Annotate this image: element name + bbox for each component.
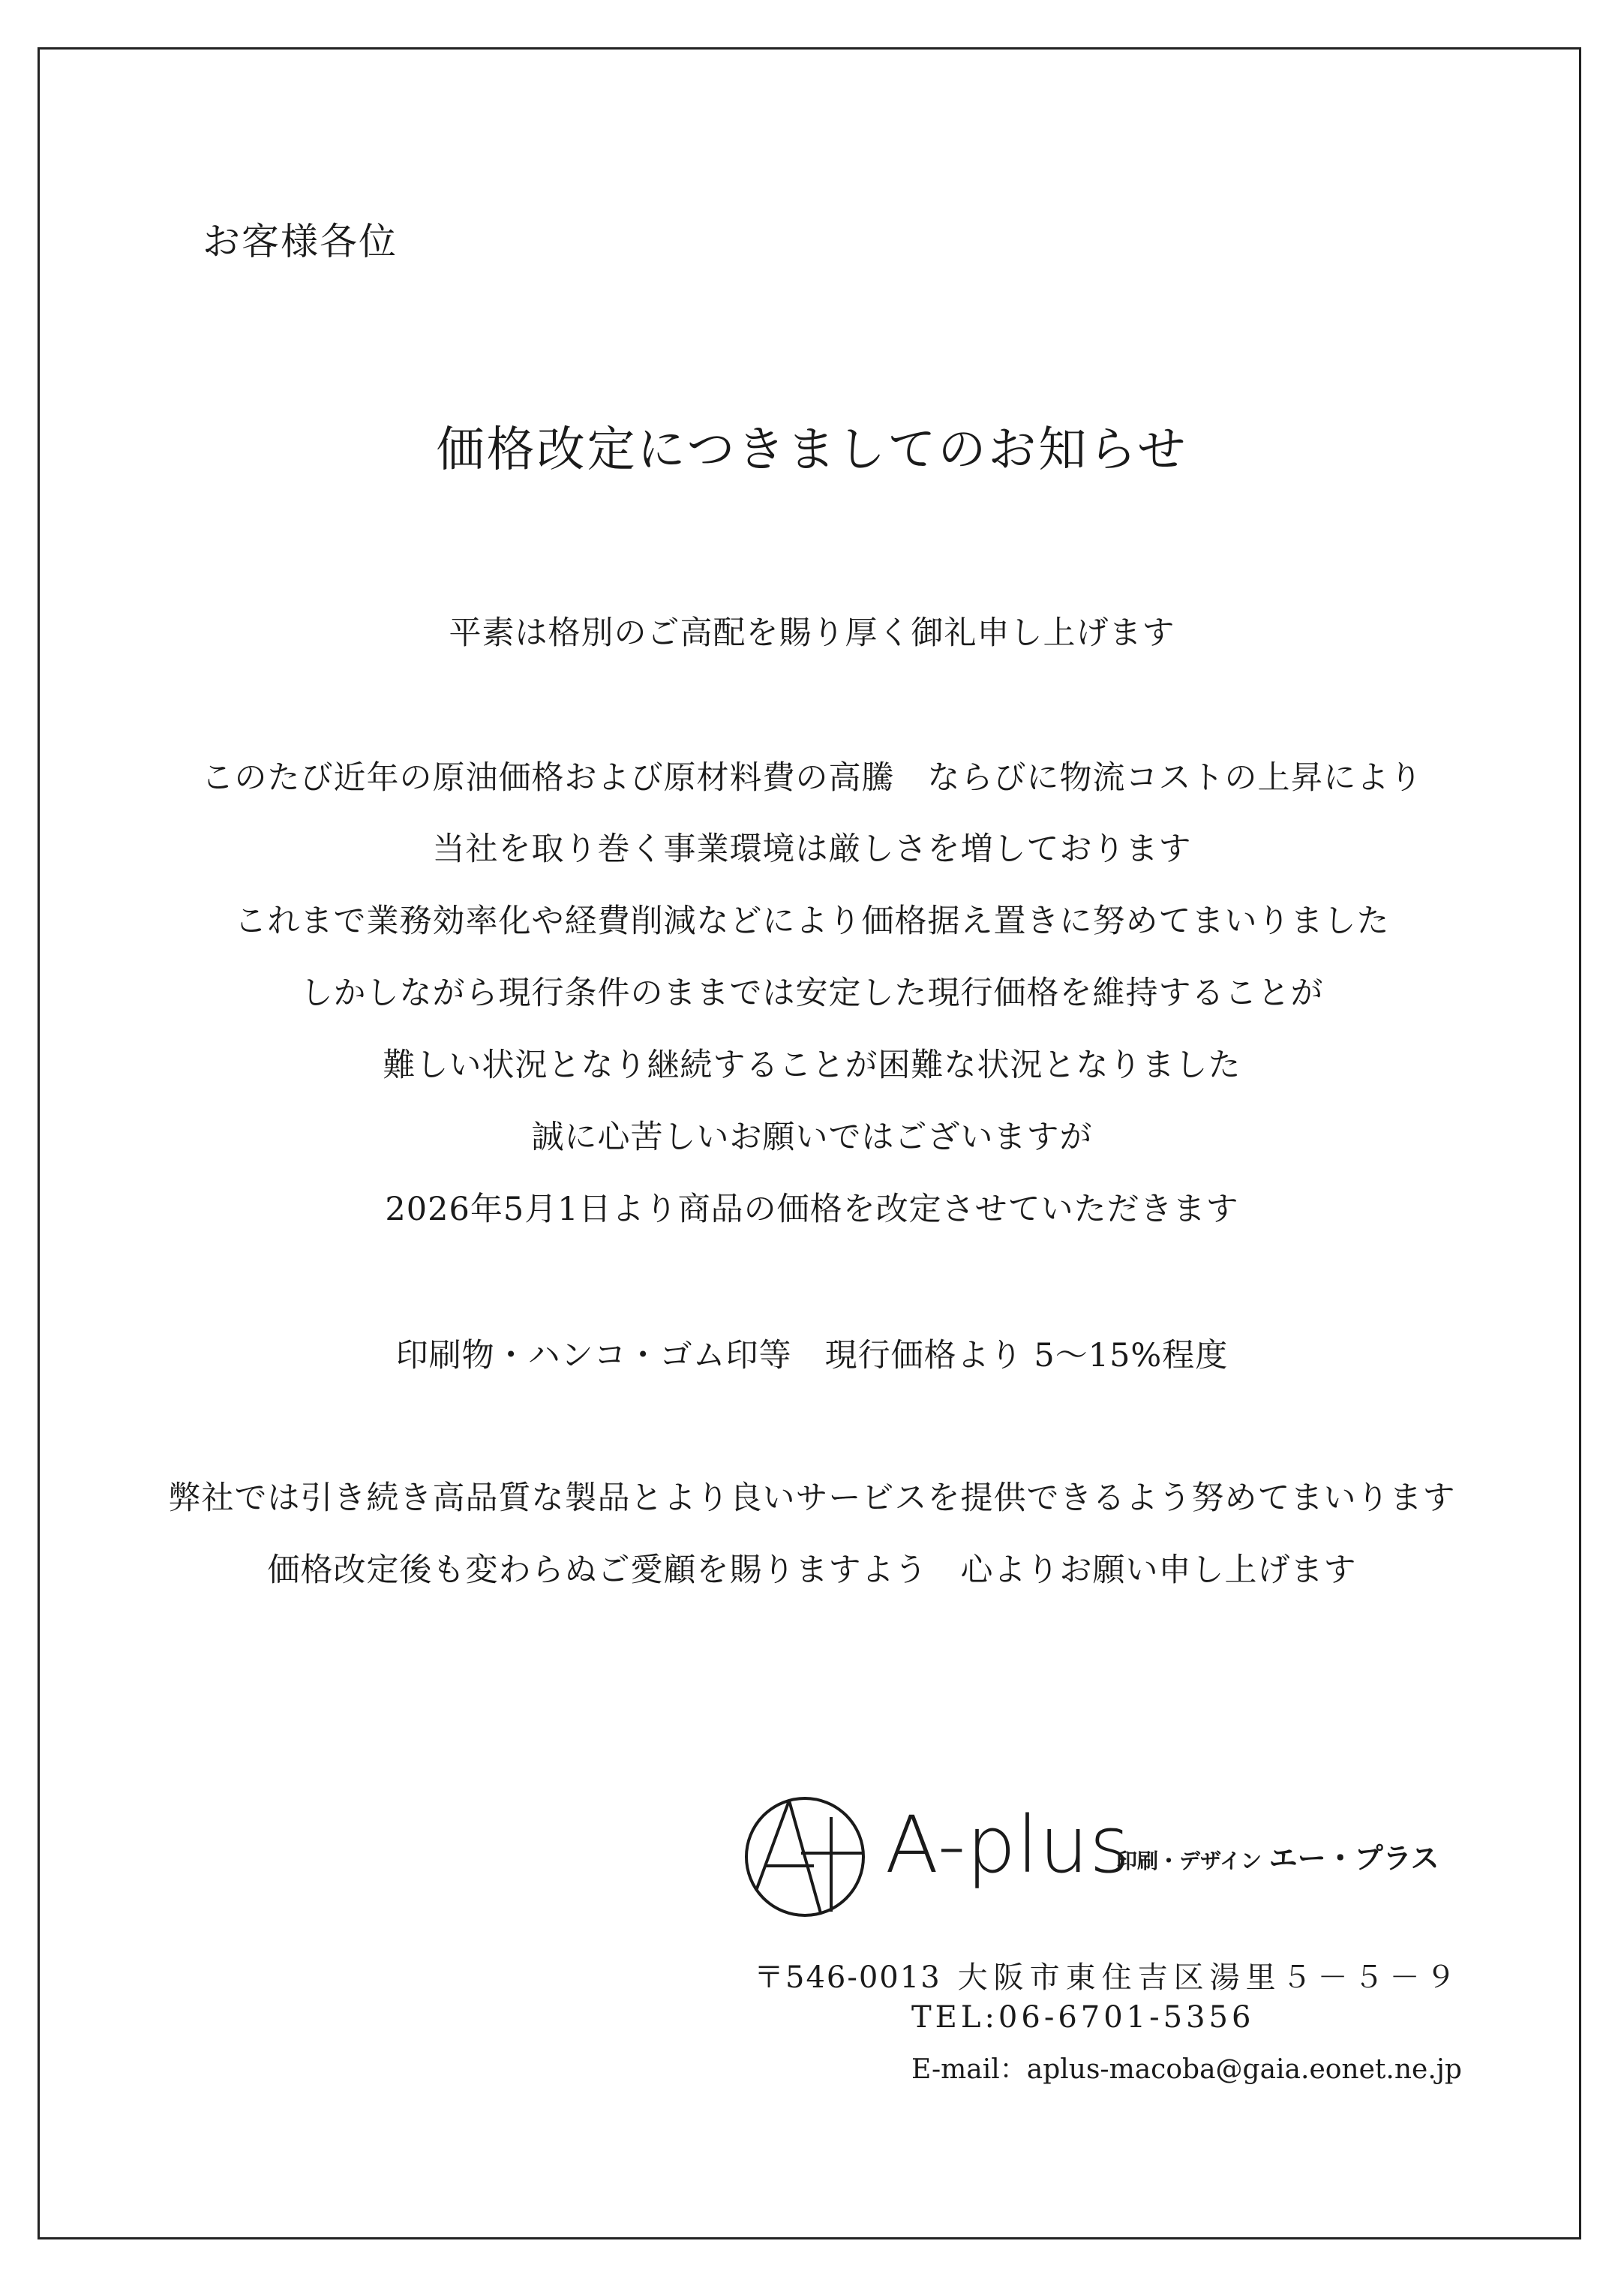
body-line-1: このたび近年の原油価格および原材料費の高騰 ならびに物流コストの上昇により: [201, 759, 1423, 797]
price-note: 印刷物・ハンコ・ゴム印等 現行価格より 5〜15%程度: [395, 1337, 1229, 1374]
body-line-6: 誠に心苦しいお願いではございますが: [531, 1119, 1093, 1156]
body-line-2: 当社を取り巻く事業環境は厳しさを増しております: [432, 831, 1192, 868]
salutation: お客様各位: [203, 220, 398, 263]
body-line-3: これまで業務効率化や経費削減などにより価格据え置きに努めてまいりました: [234, 903, 1390, 940]
body-line-7: 2026年5月1日より商品の価格を改定させていただきます: [385, 1191, 1239, 1228]
street-address: 大阪市東住吉区湯里５－５－９: [957, 1960, 1462, 1995]
body-line-4: しかしながら現行条件のままでは安定した現行価格を維持することが: [300, 975, 1324, 1012]
closing-line-2: 価格改定後も変わらぬご愛顧を賜りますよう 心よりお願い申し上げます: [267, 1552, 1357, 1589]
company-email: E-mail：aplus-macoba@gaia.eonet.ne.jp: [911, 2054, 1462, 2085]
postal-code: 〒546-0013: [754, 1960, 941, 1995]
closing-line-1: 弊社では引き続き高品質な製品とより良いサービスを提供できるよう努めてまいります: [168, 1479, 1456, 1517]
notice-title: 価格改定につきましてのお知らせ: [436, 422, 1188, 478]
aplus-logo-icon: [743, 1795, 867, 1919]
greeting-line: 平素は格別のご高配を賜り厚く御礼申し上げます: [449, 614, 1175, 652]
company-tel: TEL:06-6701-5356: [911, 2000, 1255, 2035]
body-line-5: 難しい状況となり継続することが困難な状況となりました: [383, 1047, 1241, 1084]
brand-tagline: [1116, 1835, 1439, 1876]
tagline-small: 印刷・デザイン: [1116, 1849, 1262, 1873]
tagline-large: エー・プラス: [1268, 1842, 1439, 1875]
company-address: [754, 1954, 1462, 1996]
brand-name: A-plus: [885, 1799, 1131, 1891]
